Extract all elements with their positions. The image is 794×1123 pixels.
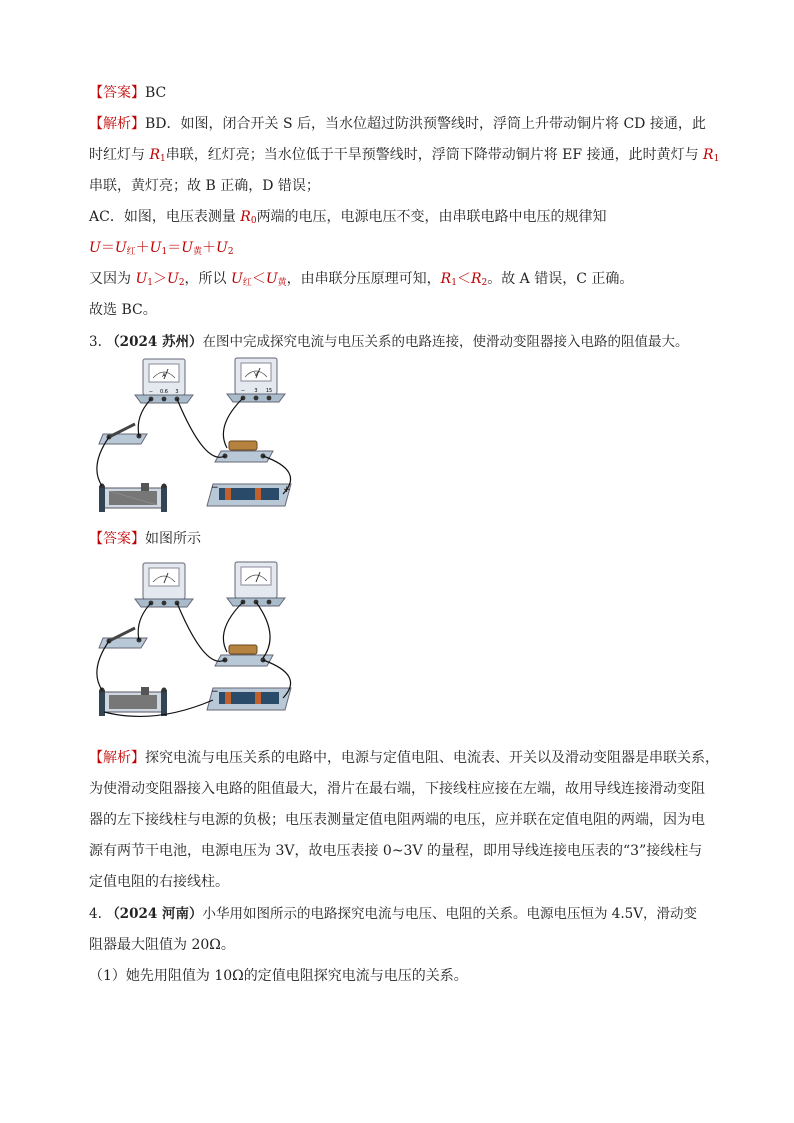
- question-text: 在图中完成探究电流与电压关系的电路连接，使滑动变阻器接入电路的阻值最大。: [202, 334, 689, 350]
- eq-sub: 红: [126, 247, 136, 257]
- eq-sign: ＝: [100, 240, 115, 256]
- symbol-r: R: [240, 209, 251, 225]
- battery-plus-label: +: [283, 485, 291, 495]
- wires: [97, 398, 291, 494]
- analysis-text: 串联，红灯亮；当水位低于干旱预警线时，浮筒下降带动铜片将 EF 接通，此时黄灯与: [165, 147, 704, 163]
- symbol-r: R: [149, 147, 160, 163]
- eq-sign: ＝: [167, 240, 182, 256]
- symbol-u: U: [167, 271, 179, 287]
- symbol-u: U: [135, 271, 148, 287]
- term-label: 15: [265, 388, 273, 394]
- analysis-text: 探究电流与电压关系的电路中，电源与定值电阻、电流表、开关以及滑动变阻器是串联关系，: [145, 750, 719, 766]
- equation-line: [89, 239, 234, 261]
- analysis-tag: 【解析】: [89, 750, 145, 766]
- question-text: 阻器最大阻值为 20Ω。: [89, 937, 235, 953]
- battery-minus-label: −: [211, 483, 219, 493]
- symbol-u: U: [231, 271, 243, 287]
- term-label: 0.6: [160, 389, 168, 395]
- analysis-text: BD．如图，闭合开关 S 后，当水位超过防洪预警线时，浮筒上升带动铜片将 CD 接通，此: [145, 116, 706, 132]
- answer-text: BC: [145, 85, 167, 101]
- analysis-text: 又因为: [89, 271, 136, 287]
- eq-u1: U: [149, 240, 162, 256]
- analysis-text: 故选 BC。: [89, 302, 157, 318]
- answer-tag: 【答案】: [89, 85, 145, 101]
- analysis-line-3: [89, 177, 320, 195]
- analysis-text: ，所以: [184, 271, 231, 287]
- analysis-text: 为使滑动变阻器接入电路的阻值最大，滑片在最右端，下接线柱应接在左端，故用导线连接滑动变阻: [89, 781, 705, 797]
- analysis-line-4: [89, 208, 607, 230]
- rheostat: [99, 687, 167, 716]
- circuit-figure-question: [95, 356, 305, 521]
- symbol-sub: 1: [147, 278, 153, 288]
- answer-text: 如图所示: [145, 531, 201, 547]
- eq-plus: ＋: [202, 240, 217, 256]
- symbol-lt: ＜: [251, 271, 266, 287]
- question-text: 小华用如图所示的电路探究电流与电压、电阻的关系。电源电压恒为 4.5V，滑动变: [202, 906, 697, 922]
- symbol-sub: 黄: [277, 278, 287, 288]
- symbol-lt: ＜: [456, 271, 471, 287]
- eq-sub: 黄: [193, 247, 203, 257]
- eq-plus: ＋: [135, 240, 150, 256]
- question-source: （2024 河南）: [106, 906, 203, 922]
- rheostat: [99, 483, 167, 512]
- analysis-text: 时红灯与: [89, 147, 150, 163]
- battery-minus-label: −: [211, 687, 219, 697]
- term-label: 3: [254, 388, 258, 394]
- question-3: [89, 333, 688, 351]
- analysis-3-line-1: [89, 749, 719, 767]
- symbol-r: R: [703, 147, 714, 163]
- eq-u2: U: [216, 240, 228, 256]
- analysis-text: 定值电阻的右接线柱。: [89, 874, 229, 890]
- symbol-sub: 2: [178, 278, 185, 288]
- analysis-text: AC．如图，电压表测量: [89, 209, 241, 225]
- analysis-text: 器的左下接线柱与电源的负极；电压表测量定值电阻两端的电压，应并联在定值电阻的两端，因为电: [89, 812, 705, 828]
- analysis-line-6: [89, 270, 633, 292]
- symbol-r: R: [470, 271, 482, 287]
- eq-u-red: U: [114, 240, 127, 256]
- resistor: [215, 441, 273, 462]
- analysis-line-2: [89, 146, 719, 168]
- symbol-sub: 2: [481, 278, 488, 288]
- term-label: −: [240, 388, 246, 394]
- answer-line: [89, 84, 166, 102]
- symbol-r: R: [440, 271, 452, 287]
- analysis-tag: 【解析】: [89, 116, 145, 132]
- question-4-sub-1: [89, 967, 468, 985]
- symbol-sub: 1: [160, 154, 166, 164]
- question-subpart: （1）她先用阻值为 10Ω的定值电阻探究电流与电压的关系。: [89, 968, 468, 984]
- eq-sub: 2: [227, 247, 234, 257]
- answer-tag: 【答案】: [89, 531, 145, 547]
- analysis-text: 。故 A 错误，C 正确。: [487, 271, 634, 287]
- battery: [207, 687, 291, 710]
- symbol-sub: 1: [451, 278, 457, 288]
- eq-sub: 1: [161, 247, 168, 257]
- analysis-3-line-2: [89, 780, 705, 798]
- symbol-sub: 红: [242, 278, 252, 288]
- eq-u: U: [89, 240, 101, 256]
- question-source: （2024 苏州）: [106, 334, 203, 350]
- question-number: 4.: [89, 906, 102, 922]
- symbol-u: U: [265, 271, 278, 287]
- analysis-text: 两端的电压，电源电压不变，由串联电路中电压的规律知: [256, 209, 607, 225]
- voltmeter: [227, 358, 285, 402]
- analysis-text: 源有两节干电池，电源电压为 3V，故电压表接 0~3V 的量程，即用导线连接电压表的“3”接线柱与: [89, 843, 703, 859]
- voltmeter: [227, 562, 285, 606]
- voltmeter-symbol: V: [254, 372, 258, 378]
- symbol-sub: 0: [250, 216, 257, 226]
- analysis-3-line-4: [89, 842, 702, 860]
- term-label: −: [148, 389, 154, 395]
- question-number: 3.: [89, 334, 102, 350]
- ammeter-symbol: A: [162, 373, 166, 379]
- analysis-3-line-5: [89, 873, 229, 891]
- analysis-text: ，由串联分压原理可知，: [286, 271, 441, 287]
- question-4-line-2: [89, 936, 235, 954]
- symbol-sub: 1: [713, 154, 720, 164]
- term-label: 3: [175, 389, 179, 395]
- analysis-line-7: [89, 301, 157, 319]
- ammeter: [135, 359, 193, 403]
- analysis-text: 串联，黄灯亮；故 B 正确，D 错误；: [89, 178, 320, 194]
- circuit-figure-answer: [95, 560, 305, 725]
- symbol-gt: ＞: [153, 271, 167, 287]
- eq-u-yellow: U: [181, 240, 193, 256]
- question-4-line-1: [89, 905, 697, 923]
- ammeter: [135, 563, 193, 607]
- analysis-3-line-3: [89, 811, 705, 829]
- analysis-line-1: [89, 115, 706, 133]
- answer-3-line: [89, 530, 201, 548]
- battery: [207, 483, 291, 506]
